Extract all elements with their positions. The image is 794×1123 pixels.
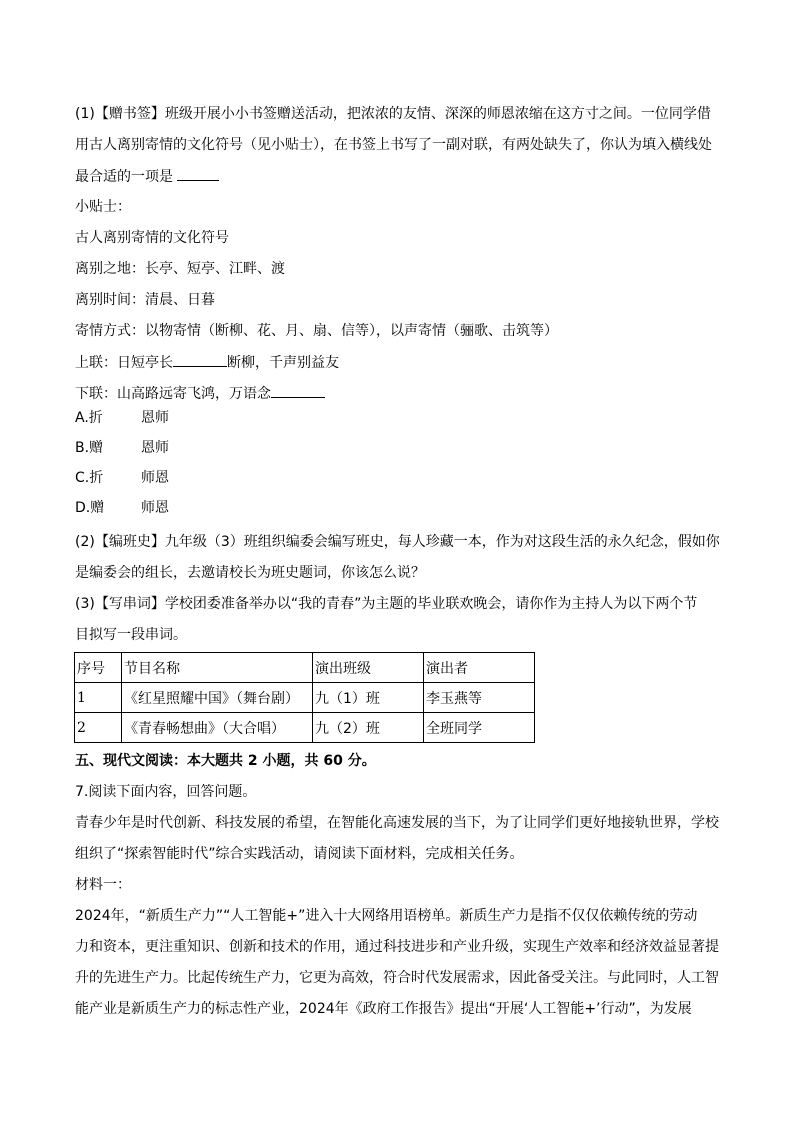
q1-question-stem: 最合适的一项是 xyxy=(75,169,173,185)
couplet-lower-part-1: 下联：山高路远寄飞鸿，万语念 xyxy=(75,386,271,402)
table-header-cell: 节目名称 xyxy=(122,653,313,683)
q1-text-line-2: 用古人离别寄情的文化符号（见小贴士），在书签上书写了一副对联，有两处缺失了，你认为填入横线处 xyxy=(75,137,712,153)
table-cell: 九（1）班 xyxy=(313,683,424,713)
couplet-upper-blank xyxy=(173,352,227,367)
couplet-upper-part-1: 上联：日短亭长 xyxy=(75,355,173,371)
table-cell: 九（2）班 xyxy=(313,713,424,743)
option-text: 恩师 xyxy=(141,410,169,426)
section-heading: 五、现代文阅读：本大题共 2 小题，共 60 分。 xyxy=(75,753,376,769)
option-text: 恩师 xyxy=(141,440,169,456)
table-header-cell: 演出者 xyxy=(424,653,535,683)
q3-text-line-2: 目拟写一段串词。 xyxy=(75,627,187,643)
table-row xyxy=(75,683,535,713)
table-header-cell: 演出班级 xyxy=(313,653,424,683)
table-cell: 《红星照耀中国》（舞台剧） xyxy=(122,683,313,713)
material-label: 材料一： xyxy=(75,877,131,893)
option-letter: B.赠 xyxy=(75,440,104,456)
q2-text-line-1: (2)【编班史】九年级（3）班组织编委会编写班史，每人珍藏一本，作为对这段生活的永久纪念，假如你 xyxy=(75,534,720,550)
table-cell: 李玉燕等 xyxy=(424,683,535,713)
couplet-lower xyxy=(75,383,325,403)
q7-paragraph-line-2: 组织了“探索智能时代”综合实践活动，请阅读下面材料，完成相关任务。 xyxy=(75,846,524,862)
option-letter: A.折 xyxy=(75,410,103,426)
option-text: 师恩 xyxy=(141,500,169,516)
q7-intro: 7.阅读下面内容，回答问题。 xyxy=(75,784,257,800)
option-text: 师恩 xyxy=(141,470,169,486)
tip-way: 寄情方式：以物寄情（断柳、花、月、扇、信等），以声寄情（骊歌、击筑等） xyxy=(75,323,558,339)
tip-heading: 古人离别寄情的文化符号 xyxy=(75,230,229,246)
option-c[interactable] xyxy=(75,468,169,488)
q1-text-line-3 xyxy=(75,166,219,186)
table-cell: 1 xyxy=(75,683,122,713)
q1-text-line-1: (1)【赠书签】班级开展小小书签赠送活动，把浓浓的友情、深深的师恩浓缩在这方寸之间。一位同学借 xyxy=(75,106,711,122)
couplet-upper-part-2: 断柳，千声别益友 xyxy=(227,355,339,371)
material-line-4: 能产业是新质生产力的标志性产业，2024年《政府工作报告》提出“开展‘人工智能+’行动”，为发展 xyxy=(75,1001,692,1017)
table-header-cell: 序号 xyxy=(75,653,122,683)
q3-text-line-1: (3)【写串词】学校团委准备举办以“我的青春”为主题的毕业联欢晚会，请你作为主持人为以下两个节 xyxy=(75,596,698,612)
option-b[interactable] xyxy=(75,438,169,458)
option-letter: C.折 xyxy=(75,470,104,486)
q7-paragraph-line-1: 青春少年是时代创新、科技发展的希望，在智能化高速发展的当下，为了让同学们更好地接轨世界，学校 xyxy=(75,815,719,831)
tip-time: 离别时间：清晨、日暮 xyxy=(75,292,215,308)
table-cell: 《青春畅想曲》（大合唱） xyxy=(122,713,313,743)
answer-blank xyxy=(177,166,219,181)
table-cell: 全班同学 xyxy=(424,713,535,743)
program-table xyxy=(74,652,535,743)
table-cell: 2 xyxy=(75,713,122,743)
table-header-row xyxy=(75,653,535,683)
material-line-3: 升的先进生产力。比起传统生产力，它更为高效，符合时代发展需求，因此备受关注。与此同时，人工智 xyxy=(75,970,719,986)
option-d[interactable] xyxy=(75,498,169,518)
couplet-lower-blank xyxy=(271,383,325,398)
table-row xyxy=(75,713,535,743)
couplet-upper xyxy=(75,352,339,372)
tip-title: 小贴士： xyxy=(75,199,131,215)
material-line-2: 力和资本，更注重知识、创新和技术的作用，通过科技进步和产业升级，实现生产效率和经济效益显著提 xyxy=(75,939,719,955)
option-a[interactable] xyxy=(75,408,169,428)
q2-text-line-2: 是编委会的组长，去邀请校长为班史题词，你该怎么说？ xyxy=(75,565,425,581)
option-letter: D.赠 xyxy=(75,500,105,516)
tip-place: 离别之地：长亭、短亭、江畔、渡 xyxy=(75,261,285,277)
material-line-1: 2024年，“新质生产力”“人工智能+”进入十大网络用语榜单。新质生产力是指不仅仅依赖传统的劳动 xyxy=(75,908,698,924)
